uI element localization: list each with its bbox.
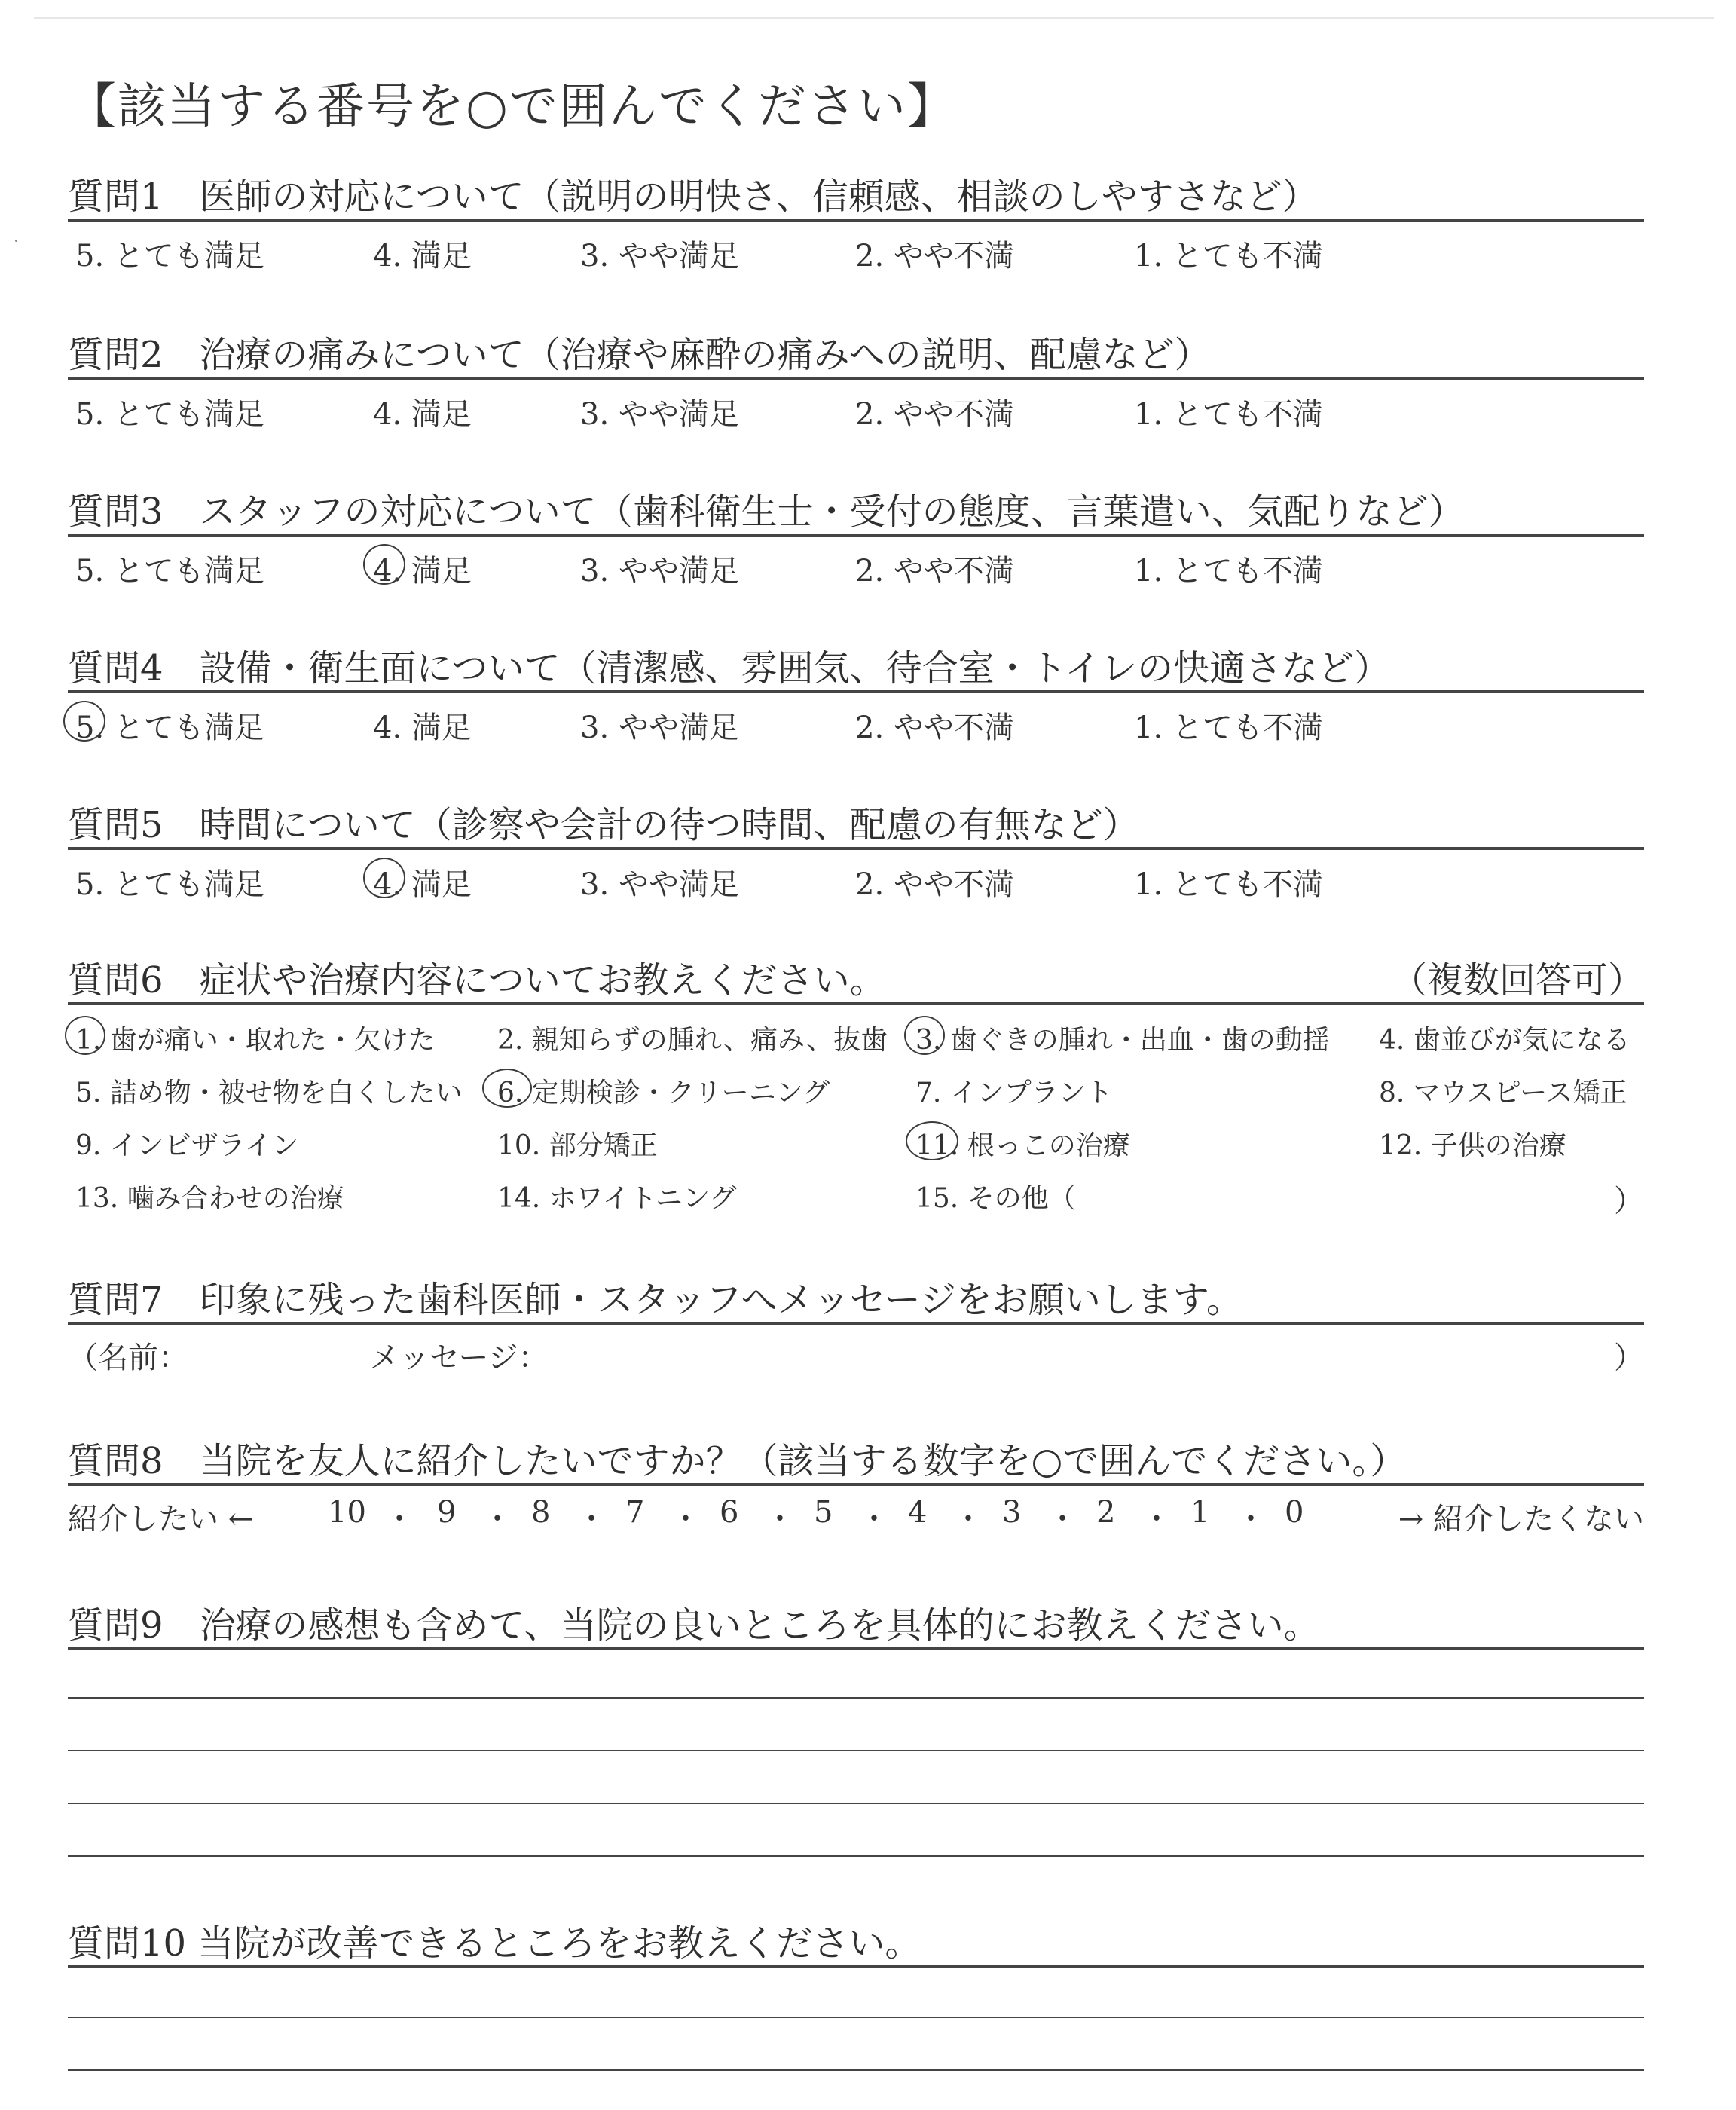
q4-option-5[interactable]: 5. とても満足 — [75, 711, 264, 745]
question-2-rule — [68, 377, 1644, 380]
q6-item-10[interactable]: 10. 部分矯正 — [497, 1130, 658, 1161]
q7-name-label: （名前： — [68, 1341, 188, 1375]
q6-item-7[interactable]: 7. インプラント — [915, 1078, 1113, 1109]
question-5-title: 質問5 時間について（診察や会計の待つ時間、配慮の有無など） — [68, 804, 1139, 846]
q4-option-1[interactable]: 1. とても不満 — [1134, 711, 1323, 745]
question-4-title: 質問4 設備・衛生面について（清潔感、雰囲気、待合室・トイレの快適さなど） — [68, 647, 1391, 690]
q6-item-9[interactable]: 9. インビザライン — [75, 1130, 299, 1161]
q2-option-3[interactable]: 3. やや満足 — [580, 397, 739, 432]
q6-other-close-paren: ） — [1614, 1184, 1644, 1219]
q8-separator: ・ — [1047, 1502, 1077, 1537]
q3-option-1[interactable]: 1. とても不満 — [1134, 554, 1323, 589]
q2-option-2[interactable]: 2. やや不満 — [855, 397, 1014, 432]
q2-option-5[interactable]: 5. とても満足 — [75, 397, 264, 432]
q8-scale-5[interactable]: 5 — [814, 1495, 833, 1530]
q4-option-2[interactable]: 2. やや不満 — [855, 711, 1014, 745]
q6-item-4[interactable]: 4. 歯並びが気になる — [1379, 1025, 1631, 1056]
question-6-rule — [68, 1002, 1644, 1005]
q8-separator: ・ — [859, 1502, 889, 1537]
q6-item-15[interactable]: 15. その他（ — [915, 1183, 1076, 1214]
q6-item-6[interactable]: 6. 定期検診・クリーニング — [497, 1078, 830, 1109]
q8-scale-4[interactable]: 4 — [908, 1495, 928, 1530]
q7-close-paren: ） — [1614, 1341, 1644, 1375]
question-9 — [68, 1596, 1644, 1656]
q8-scale-8[interactable]: 8 — [531, 1495, 551, 1530]
q8-separator: ・ — [482, 1502, 512, 1537]
q8-separator: ・ — [671, 1502, 701, 1537]
q4-option-3[interactable]: 3. やや満足 — [580, 711, 739, 745]
q8-scale-10[interactable]: 10 — [328, 1495, 366, 1530]
q6-item-8[interactable]: 8. マウスピース矯正 — [1379, 1078, 1628, 1109]
q5-option-5[interactable]: 5. とても満足 — [75, 867, 264, 902]
q6-item-5[interactable]: 5. 詰め物・被せ物を白くしたい — [75, 1078, 463, 1109]
q1-option-3[interactable]: 3. やや満足 — [580, 239, 739, 274]
q3-option-2[interactable]: 2. やや不満 — [855, 554, 1014, 589]
question-7-title: 質問7 印象に残った歯科医師・スタッフへメッセージをお願いします。 — [68, 1279, 1242, 1321]
q8-scale-6[interactable]: 6 — [720, 1495, 739, 1530]
question-6-note: （複数回答可） — [1390, 959, 1644, 1001]
q1-option-5[interactable]: 5. とても満足 — [75, 239, 264, 274]
q3-option-3[interactable]: 3. やや満足 — [580, 554, 739, 589]
q8-scale-0[interactable]: 0 — [1285, 1495, 1304, 1530]
q5-option-1[interactable]: 1. とても不満 — [1134, 867, 1323, 902]
question-10-title: 質問10 当院が改善できるところをお教えください。 — [68, 1922, 921, 1965]
q5-option-2[interactable]: 2. やや不満 — [855, 867, 1014, 902]
q8-scale-1[interactable]: 1 — [1190, 1495, 1210, 1530]
form-header: 【該当する番号を○で囲んでください】 — [68, 79, 957, 135]
q8-separator: ・ — [1142, 1502, 1172, 1537]
question-9-rule — [68, 1647, 1644, 1650]
q4-option-4[interactable]: 4. 満足 — [373, 711, 472, 745]
question-10 — [68, 1914, 1644, 1974]
q1-option-4[interactable]: 4. 満足 — [373, 239, 472, 274]
q9-answer-line[interactable] — [68, 1803, 1644, 1804]
question-6-title: 質問6 症状や治療内容についてお教えください。 — [68, 959, 886, 1001]
question-8-title: 質問8 当院を友人に紹介したいですか？（該当する数字を○で囲んでください。） — [68, 1440, 1407, 1482]
q1-option-2[interactable]: 2. やや不満 — [855, 239, 1014, 274]
q1-option-1[interactable]: 1. とても不満 — [1134, 239, 1323, 274]
q10-answer-line[interactable] — [68, 2069, 1644, 2071]
question-1-rule — [68, 219, 1644, 222]
question-5-rule — [68, 847, 1644, 850]
q10-answer-line[interactable] — [68, 2017, 1644, 2018]
q8-separator: ・ — [953, 1502, 983, 1537]
question-7 — [68, 1271, 1644, 1384]
q6-item-14[interactable]: 14. ホワイトニング — [497, 1183, 737, 1214]
q2-option-1[interactable]: 1. とても不満 — [1134, 397, 1323, 432]
q8-scale-2[interactable]: 2 — [1096, 1495, 1116, 1530]
q7-message-label: メッセージ： — [369, 1341, 549, 1375]
q8-separator: ・ — [384, 1502, 414, 1537]
q5-option-3[interactable]: 3. やや満足 — [580, 867, 739, 902]
question-8 — [68, 1432, 1644, 1552]
q5-option-4[interactable]: 4. 満足 — [373, 867, 472, 902]
q9-answer-line[interactable] — [68, 1855, 1644, 1857]
q3-option-4[interactable]: 4. 満足 — [373, 554, 472, 589]
question-7-rule — [68, 1322, 1644, 1325]
question-9-title: 質問9 治療の感想も含めて、当院の良いところを具体的にお教えください。 — [68, 1604, 1320, 1647]
question-2-title: 質問2 治療の痛みについて（治療や麻酔の痛みへの説明、配慮など） — [68, 334, 1211, 376]
q8-right-label: → 紹介したくない — [1398, 1502, 1644, 1537]
q6-item-12[interactable]: 12. 子供の治療 — [1379, 1130, 1566, 1161]
q8-separator: ・ — [576, 1502, 607, 1537]
q8-scale-3[interactable]: 3 — [1002, 1495, 1022, 1530]
question-3-rule — [68, 534, 1644, 537]
question-1-title: 質問1 医師の対応について（説明の明快さ、信頼感、相談のしやすさなど） — [68, 176, 1319, 218]
q8-separator: ・ — [1236, 1502, 1266, 1537]
question-8-rule — [68, 1483, 1644, 1486]
q9-answer-line[interactable] — [68, 1697, 1644, 1699]
scan-edge-line — [34, 17, 1714, 19]
q6-item-13[interactable]: 13. 噛み合わせの治療 — [75, 1183, 344, 1214]
scan-speck — [15, 240, 17, 242]
q6-item-1[interactable]: 1. 歯が痛い・取れた・欠けた — [75, 1025, 436, 1056]
q6-item-2[interactable]: 2. 親知らずの腫れ、痛み、抜歯 — [497, 1025, 888, 1056]
question-3-title: 質問3 スタッフの対応について（歯科衛生士・受付の態度、言葉遣い、気配りなど） — [68, 491, 1465, 533]
q2-option-4[interactable]: 4. 満足 — [373, 397, 472, 432]
question-10-rule — [68, 1965, 1644, 1968]
q6-item-11[interactable]: 11. 根っこの治療 — [915, 1130, 1130, 1161]
q9-answer-line[interactable] — [68, 1750, 1644, 1751]
q8-left-label: 紹介したい ← — [68, 1502, 254, 1537]
question-4-rule — [68, 690, 1644, 693]
q8-scale-7[interactable]: 7 — [625, 1495, 645, 1530]
q3-option-5[interactable]: 5. とても満足 — [75, 554, 264, 589]
question-6 — [68, 951, 1644, 1222]
q8-separator: ・ — [765, 1502, 795, 1537]
q6-item-3[interactable]: 3. 歯ぐきの腫れ・出血・歯の動揺 — [915, 1025, 1330, 1056]
q8-scale-9[interactable]: 9 — [437, 1495, 457, 1530]
